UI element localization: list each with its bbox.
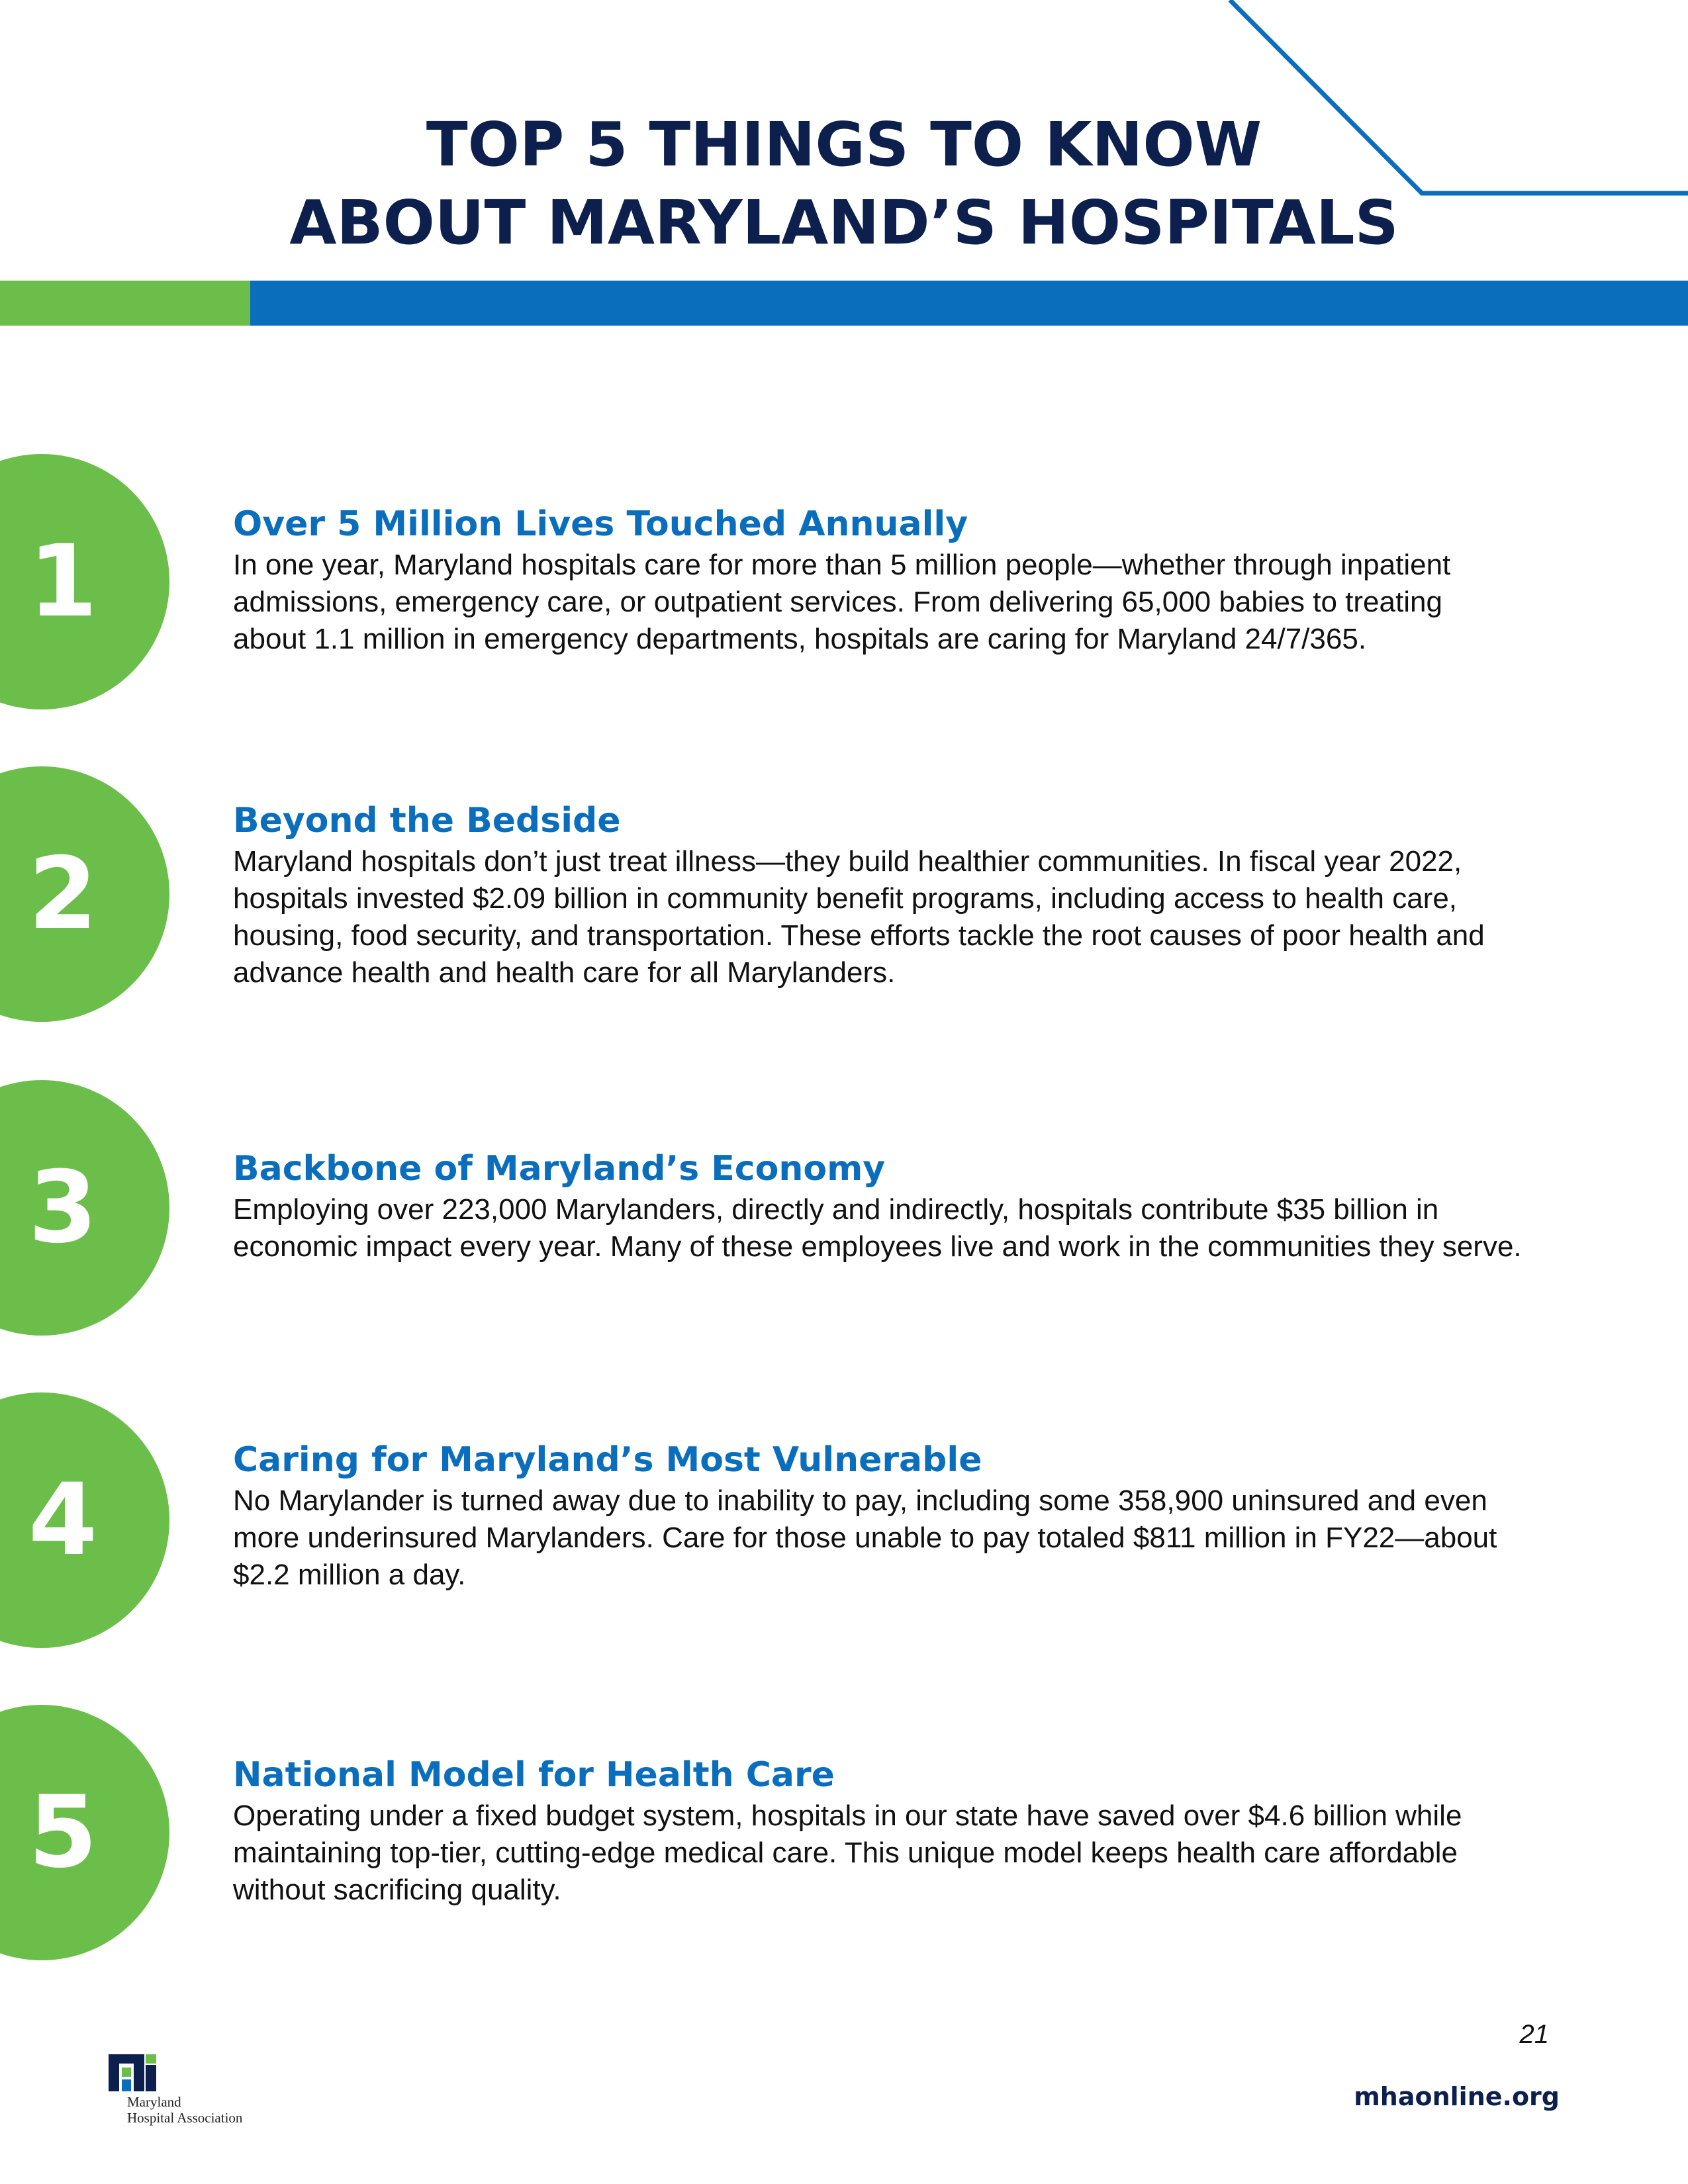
mha-logo: [107, 2050, 279, 2130]
item-body-line: In one year, Maryland hospitals care for more than 5 million people—whether through inpatient: [233, 549, 1451, 581]
number-circle: [0, 1705, 169, 1960]
mha-logo-text: [127, 2094, 242, 2126]
number-circle: [0, 454, 169, 709]
header-band-green: [0, 281, 250, 326]
logo-text-line-1: Maryland: [127, 2094, 181, 2110]
item-heading: Beyond the Bedside: [233, 801, 621, 841]
item-number: 5: [28, 1775, 98, 1890]
item-body-line: $2.2 million a day.: [233, 1559, 466, 1591]
item-heading: Backbone of Maryland’s Economy: [233, 1149, 886, 1189]
item-body-line: housing, food security, and transportation. These efforts tackle the root causes of poor health and: [233, 919, 1485, 952]
item-body-line: advance health and health care for all Marylanders.: [233, 956, 896, 989]
site-url[interactable]: mhaonline.org: [1354, 2082, 1560, 2111]
item-body-line: Operating under a fixed budget system, hospitals in our state have saved over $4.6 billion while: [233, 1799, 1462, 1832]
number-circle: [0, 1392, 169, 1648]
item-body-line: Maryland hospitals don’t just treat illness—they build healthier communities. In fiscal year 2022,: [233, 845, 1462, 878]
logo-text-line-2: Hospital Association: [127, 2110, 243, 2126]
item-body: [233, 1797, 1462, 1909]
number-circle: [0, 1080, 169, 1336]
item-body-line: No Marylander is turned away due to inability to pay, including some 358,900 uninsured and even: [233, 1484, 1487, 1517]
item-body-line: about 1.1 million in emergency departments, hospitals are caring for Maryland 24/7/365.: [233, 623, 1367, 655]
header-band-blue: [250, 281, 1688, 326]
item-heading: Caring for Maryland’s Most Vulnerable: [233, 1440, 982, 1480]
page-title-line-1: TOP 5 THINGS TO KNOW: [426, 109, 1262, 180]
item-number: 1: [28, 524, 98, 639]
item-body: [233, 547, 1450, 658]
item-body-line: economic impact every year. Many of these employees live and work in the communities they serve.: [233, 1230, 1522, 1263]
item-body: [233, 1191, 1522, 1265]
item-number: 3: [28, 1150, 98, 1265]
item-body-line: maintaining top-tier, cutting-edge medical care. This unique model keeps health care affordable: [233, 1837, 1458, 1869]
item-body: [233, 1482, 1497, 1594]
item-heading: National Model for Health Care: [233, 1755, 835, 1795]
item-body-line: Employing over 223,000 Marylanders, directly and indirectly, hospitals contribute $35 billion in: [233, 1193, 1439, 1226]
number-circle: [0, 766, 169, 1022]
item-heading: Over 5 Million Lives Touched Annually: [233, 504, 968, 544]
page-title-line-2: ABOUT MARYLAND’S HOSPITALS: [289, 187, 1399, 258]
mha-logo-icon: [107, 2050, 160, 2093]
item-body-line: more underinsured Marylanders. Care for those unable to pay totaled $811 million in FY22—about: [233, 1522, 1497, 1554]
item-body: [233, 843, 1485, 991]
item-number: 4: [28, 1463, 98, 1578]
item-body-line: without sacrificing quality.: [233, 1874, 561, 1906]
item-body-line: hospitals invested $2.09 billion in community benefit programs, including access to health care,: [233, 882, 1458, 915]
page-number: 21: [1519, 2020, 1549, 2049]
item-body-line: admissions, emergency care, or outpatient services. From delivering 65,000 babies to treating: [233, 586, 1442, 618]
item-number: 2: [28, 837, 98, 952]
page-title: [0, 106, 1688, 262]
